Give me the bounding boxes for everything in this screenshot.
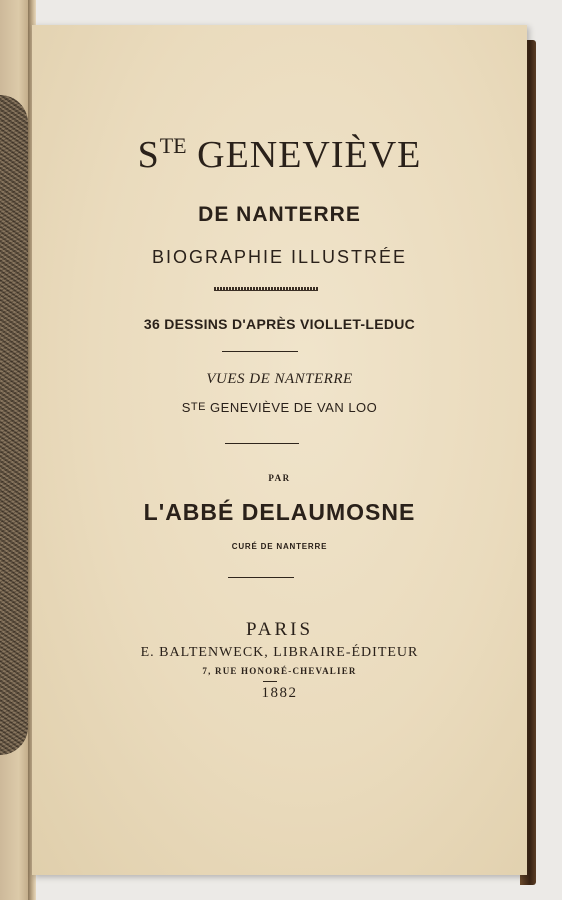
divider-rule: [222, 351, 298, 352]
subtitle-biography: BIOGRAPHIE ILLUSTRÉE: [151, 247, 408, 267]
title-superscript: TE: [159, 133, 187, 158]
van-loo-superscript: TE: [190, 401, 206, 413]
publication-city: PARIS: [245, 619, 314, 640]
author-name: L'ABBÉ DELAUMOSNE: [143, 499, 416, 525]
publisher-address: 7, RUE HONORÉ-CHEVALIER: [202, 666, 357, 676]
divider-rule: [228, 577, 294, 578]
views-line: VUES DE NANTERRE: [206, 371, 353, 387]
publisher-name: E. BALTENWECK, LIBRAIRE-ÉDITEUR: [140, 645, 419, 660]
subtitle-place: DE NANTERRE: [198, 203, 361, 226]
author-role: CURÉ DE NANTERRE: [231, 542, 328, 551]
publication-year: 1882: [261, 685, 298, 701]
ornamental-rule: [214, 287, 318, 291]
van-loo-line: STE GENEVIÈVE DE VAN LOO: [181, 400, 378, 415]
by-label: PAR: [268, 473, 291, 483]
frontispiece-engraving: [0, 95, 28, 755]
title-page: [32, 25, 527, 875]
divider-rule: [225, 443, 299, 444]
drawings-credit: 36 DESSINS D'APRÈS VIOLLET-LEDUC: [143, 316, 416, 332]
book-title: $S^{TE}$ GENEVIÈVE: [137, 133, 422, 176]
short-rule: [263, 681, 277, 682]
